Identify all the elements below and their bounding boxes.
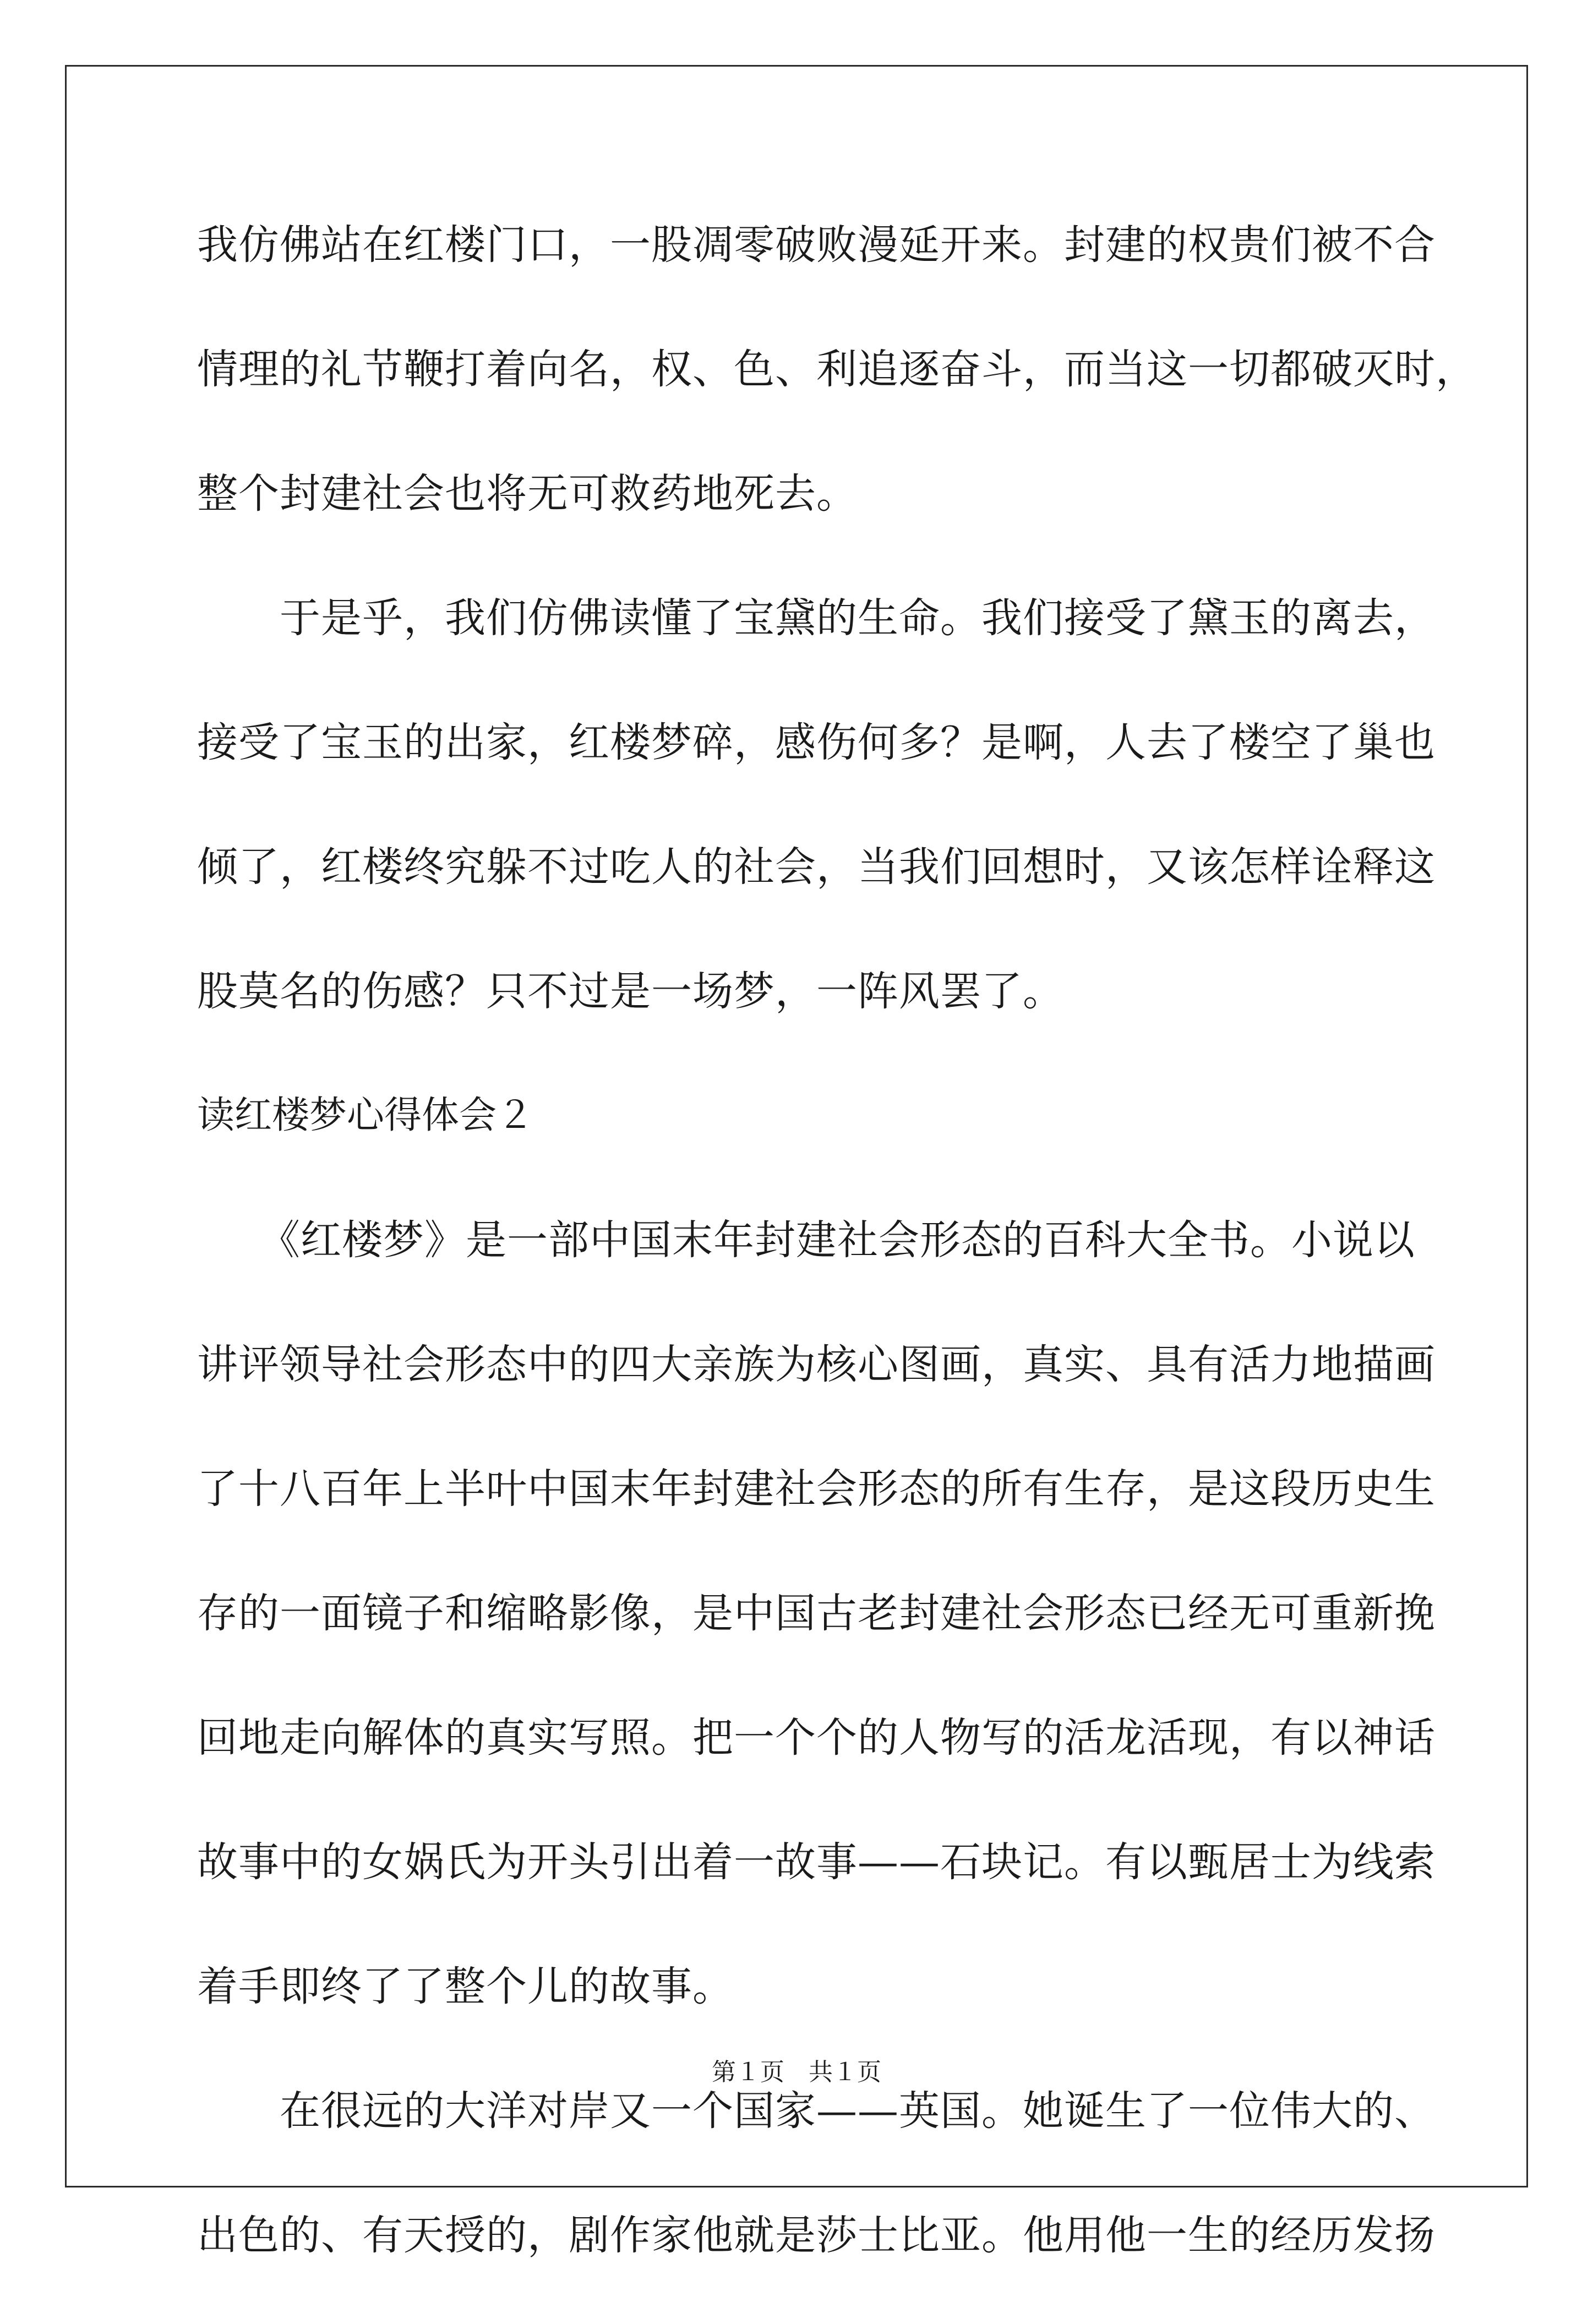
text-line: 于是乎，我们仿佛读懂了宝黛的生命。我们接受了黛玉的离去， — [197, 594, 1436, 642]
text-line: 故事中的女娲氏为开头引出着一故事——石块记。有以甄居士为线索 — [197, 1839, 1436, 1886]
text-line: 《红楼梦》是一部中国末年封建社会形态的百科大全书。小说以 — [197, 1216, 1415, 1264]
section-heading: 读红楼梦心得体会２ — [197, 1094, 534, 1137]
document-body — [197, 209, 1477, 2324]
text-line: 出色的、有天授的，剧作家他就是莎士比亚。他用他一生的经历发扬 — [197, 2212, 1436, 2259]
text-line: 着手即终了了整个儿的故事。 — [197, 1963, 734, 2010]
page-number-footer: 第１页 共１页 — [712, 2058, 881, 2086]
text-line: 存的一面镜子和缩略影像，是中国古老封建社会形态已经无可重新挽 — [197, 1590, 1436, 1637]
text-line: 讲评领导社会形态中的四大亲族为核心图画，真实、具有活力地描画 — [197, 1341, 1436, 1388]
text-line: 倾了，红楼终究躲不过吃人的社会，当我们回想时，又该怎样诠释这 — [197, 843, 1436, 891]
text-line: 了十八百年上半叶中国末年封建社会形态的所有生存，是这段历史生 — [197, 1465, 1436, 1513]
text-line: 我仿佛站在红楼门口，一股凋零破败漫延开来。封建的权贵们被不合 — [197, 221, 1436, 269]
text-line: 情理的礼节鞭打着向名，权、色、利追逐奋斗，而当这一切都破灭时， — [197, 346, 1477, 393]
text-line: 整个封建社会也将无可救药地死去。 — [197, 470, 858, 517]
text-line: 回地走向解体的真实写照。把一个个的人物写的活龙活现，有以神话 — [197, 1714, 1436, 1761]
text-line: 在很远的大洋对岸又一个国家——英国。她诞生了一位伟大的、 — [197, 2087, 1436, 2135]
text-line: 接受了宝玉的出家，红楼梦碎，感伤何多？是啊，人去了楼空了巢也 — [197, 719, 1436, 766]
text-line: 股莫名的伤感？只不过是一场梦，一阵风罢了。 — [197, 968, 1064, 1015]
